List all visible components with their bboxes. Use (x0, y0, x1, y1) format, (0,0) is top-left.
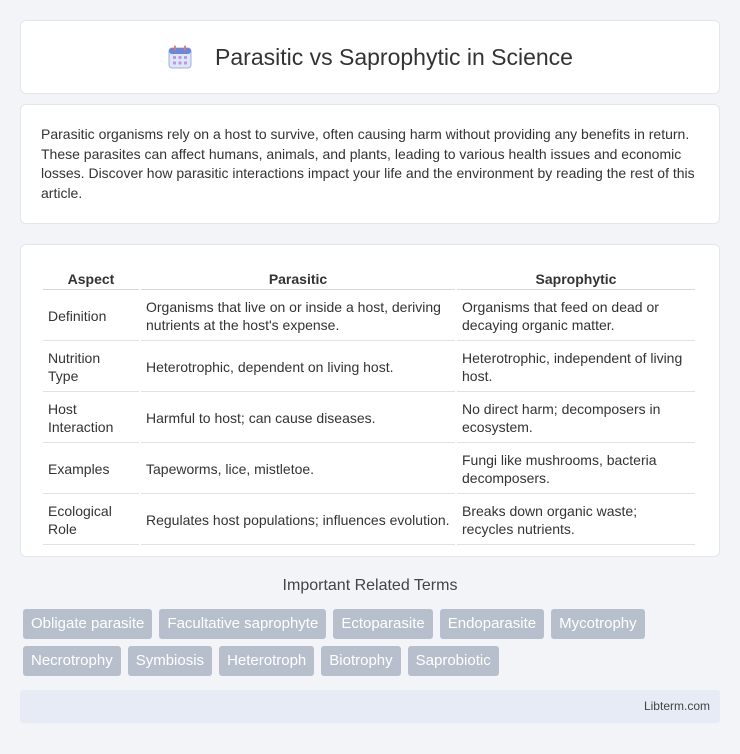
tag-row-1 (23, 609, 723, 639)
table-row (43, 445, 695, 494)
tag-row-2 (23, 646, 723, 676)
title-card (20, 20, 720, 94)
header-aspect: Aspect (43, 263, 139, 290)
tag-facultative-saprophyte[interactable]: Facultative saprophyte (159, 609, 326, 639)
cell-saprophytic: Heterotrophic, independent of living host. (457, 343, 695, 392)
page-title: Parasitic vs Saprophytic in Science (215, 43, 573, 70)
cell-aspect: Examples (43, 445, 139, 494)
cell-aspect: Ecological Role (43, 496, 139, 545)
table-row (43, 292, 695, 341)
tag-endoparasite[interactable]: Endoparasite (440, 609, 544, 639)
table-header-row (43, 263, 695, 290)
tag-heterotroph[interactable]: Heterotroph (219, 646, 314, 676)
cell-parasitic: Harmful to host; can cause diseases. (141, 394, 455, 443)
tag-mycotrophy[interactable]: Mycotrophy (551, 609, 645, 639)
cell-saprophytic: Breaks down organic waste; recycles nutrients. (457, 496, 695, 545)
footer (20, 690, 720, 723)
calendar-icon (167, 44, 193, 70)
comparison-table-card (20, 244, 720, 557)
cell-saprophytic: Organisms that feed on dead or decaying organic matter. (457, 292, 695, 341)
cell-aspect: Definition (43, 292, 139, 341)
tag-biotrophy[interactable]: Biotrophy (321, 646, 400, 676)
intro-card (20, 104, 720, 224)
header-parasitic: Parasitic (141, 263, 455, 290)
cell-aspect: Nutrition Type (43, 343, 139, 392)
table-row (43, 496, 695, 545)
tag-saprobiotic[interactable]: Saprobiotic (408, 646, 499, 676)
related-terms (23, 609, 723, 683)
related-terms-title: Important Related Terms (282, 577, 458, 594)
comparison-table (41, 261, 697, 547)
cell-parasitic: Organisms that live on or inside a host, deriving nutrients at the host's expense. (141, 292, 455, 341)
table-row (43, 343, 695, 392)
tag-ectoparasite[interactable]: Ectoparasite (333, 609, 432, 639)
tag-necrotrophy[interactable]: Necrotrophy (23, 646, 121, 676)
cell-saprophytic: No direct harm; decomposers in ecosystem. (457, 394, 695, 443)
tag-symbiosis[interactable]: Symbiosis (128, 646, 212, 676)
cell-parasitic: Tapeworms, lice, mistletoe. (141, 445, 455, 494)
table-row (43, 394, 695, 443)
cell-parasitic: Heterotrophic, dependent on living host. (141, 343, 455, 392)
cell-parasitic: Regulates host populations; influences evolution. (141, 496, 455, 545)
footer-site-link[interactable]: Libterm.com (643, 699, 710, 713)
cell-aspect: Host Interaction (43, 394, 139, 443)
header-saprophytic: Saprophytic (457, 263, 695, 290)
cell-saprophytic: Fungi like mushrooms, bacteria decomposers. (457, 445, 695, 494)
intro-text: Parasitic organisms rely on a host to survive, often causing harm without providing any benefits in return. These parasites can affect humans, animals, and plants, leading to various health issues and economic losses. Discover how parasitic interactions impact your life and the environment by reading the rest of this article. (41, 126, 695, 201)
tag-obligate-parasite[interactable]: Obligate parasite (23, 609, 152, 639)
